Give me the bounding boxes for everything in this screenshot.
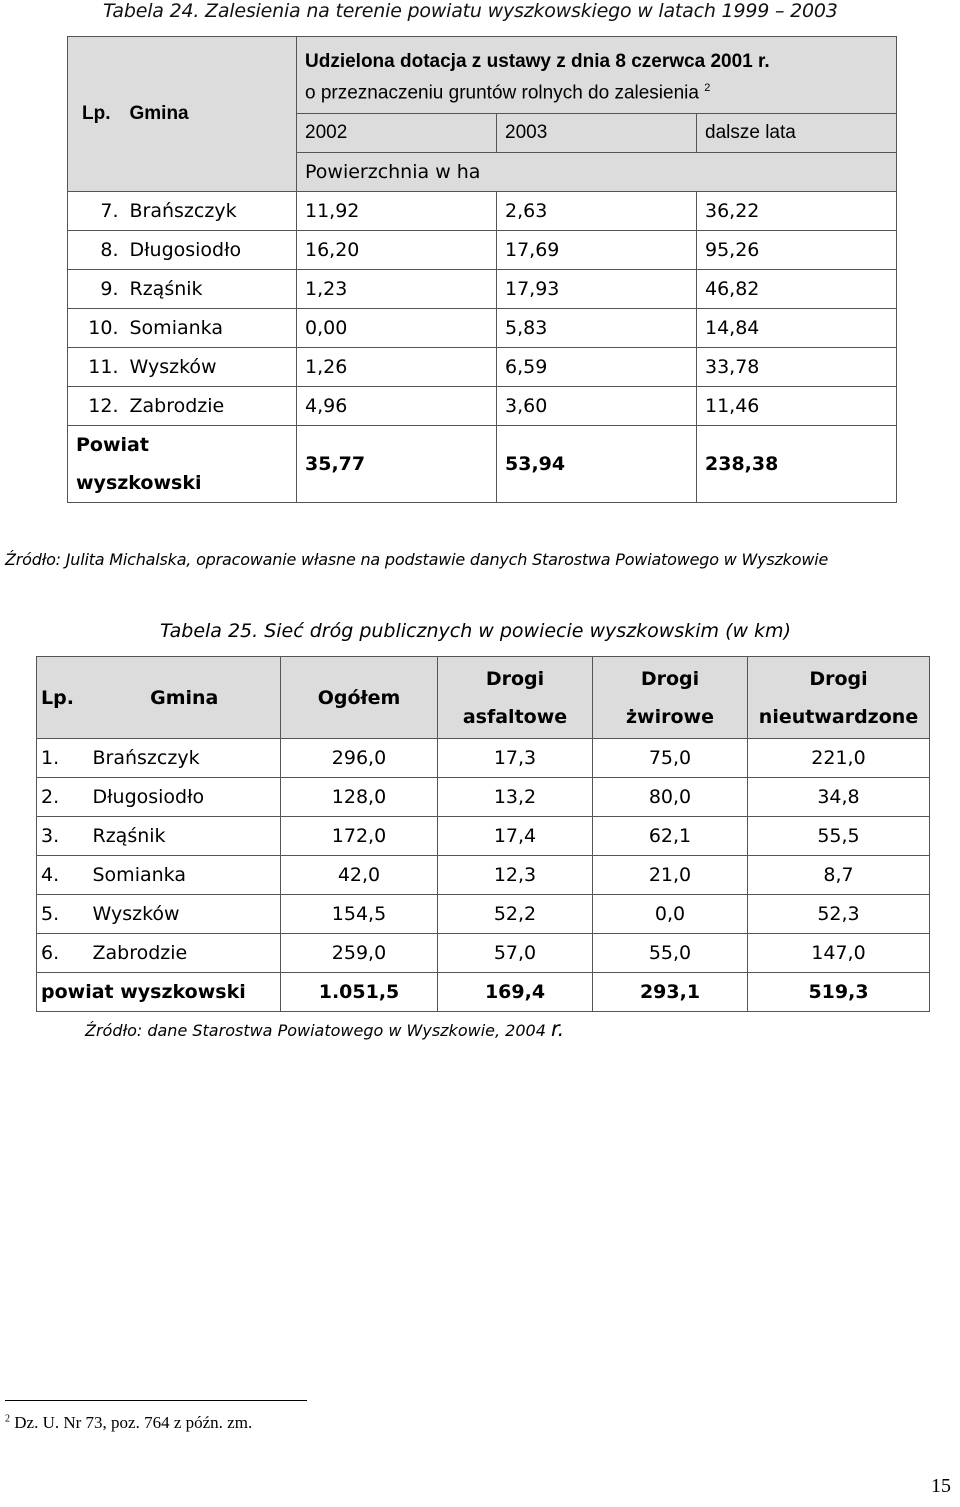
value-2002-cell: 16,20: [297, 231, 497, 270]
table-row: [37, 739, 930, 778]
total-label-line1: Powiat: [76, 434, 149, 456]
value-2003-cell: 2,63: [497, 192, 697, 231]
table-row: [37, 895, 930, 934]
gmina-cell: Zabrodzie: [89, 934, 281, 973]
table-row: [37, 778, 930, 817]
gravel-cell: 62,1: [593, 817, 748, 856]
lp-cell: 8.: [68, 231, 125, 270]
gmina-cell: Somianka: [125, 309, 297, 348]
lp-cell: 9.: [68, 270, 125, 309]
unpaved-cell: 8,7: [748, 856, 930, 895]
value-2002-cell: 4,96: [297, 387, 497, 426]
gmina-cell: Rząśnik: [89, 817, 281, 856]
gravel-cell: 21,0: [593, 856, 748, 895]
gravel-header-line1: Drogi: [640, 667, 700, 690]
unpaved-header-line2: nieutwardzone: [758, 705, 919, 728]
total-2002-cell: 35,77: [297, 426, 497, 503]
gmina-cell: Długosiodło: [89, 778, 281, 817]
total-2003-cell: 53,94: [497, 426, 697, 503]
value-2003-cell: 17,69: [497, 231, 697, 270]
table-25-source: [85, 1017, 564, 1041]
footnote-separator: [5, 1400, 307, 1401]
total-label-cell: powiat wyszkowski: [37, 973, 281, 1012]
asphalt-cell: 17,4: [438, 817, 593, 856]
dotacja-header-line1: Udzielona dotacja z ustawy z dnia 8 czerwca 2001 r.: [297, 37, 897, 74]
gmina-cell: Brańszczyk: [89, 739, 281, 778]
lp-cell: 10.: [68, 309, 125, 348]
total-label-cell: [68, 426, 297, 503]
unpaved-cell: 52,3: [748, 895, 930, 934]
total-cell: 296,0: [281, 739, 438, 778]
gmina-cell: Zabrodzie: [125, 387, 297, 426]
lp-cell: 2.: [37, 778, 89, 817]
gravel-header-line2: żwirowe: [626, 705, 714, 728]
footnote-text: Dz. U. Nr 73, poz. 764 z późn. zm.: [14, 1413, 253, 1432]
lp-cell: 6.: [37, 934, 89, 973]
value-later-cell: 14,84: [697, 309, 897, 348]
lp-cell: 7.: [68, 192, 125, 231]
value-2002-cell: 1,23: [297, 270, 497, 309]
table-row: [37, 934, 930, 973]
value-2002-cell: 11,92: [297, 192, 497, 231]
page-number: 15: [931, 1475, 951, 1497]
table-row: [37, 856, 930, 895]
total-cell: 172,0: [281, 817, 438, 856]
total-header: Ogółem: [281, 657, 438, 739]
asphalt-header-line1: Drogi: [485, 667, 545, 690]
value-2003-cell: 6,59: [497, 348, 697, 387]
unpaved-header-line1: Drogi: [809, 667, 868, 690]
table-row: [68, 348, 897, 387]
gmina-cell: Somianka: [89, 856, 281, 895]
total-total-cell: 1.051,5: [281, 973, 438, 1012]
total-unpaved-cell: 519,3: [748, 973, 930, 1012]
total-cell: 154,5: [281, 895, 438, 934]
footnote-reference: 2: [704, 81, 711, 94]
gmina-cell: Wyszków: [89, 895, 281, 934]
asphalt-cell: 12,3: [438, 856, 593, 895]
gravel-cell: 80,0: [593, 778, 748, 817]
gravel-cell: 75,0: [593, 739, 748, 778]
asphalt-header: [438, 657, 593, 739]
table-25-caption: Tabela 25. Sieć dróg publicznych w powiecie wyszkowskim (w km): [160, 620, 791, 642]
unit-header: Powierzchnia w ha: [297, 153, 897, 192]
total-row: [37, 973, 930, 1012]
table-row: [68, 192, 897, 231]
asphalt-cell: 13,2: [438, 778, 593, 817]
unpaved-header: [748, 657, 930, 739]
value-later-cell: 36,22: [697, 192, 897, 231]
asphalt-cell: 52,2: [438, 895, 593, 934]
lp-cell: 1.: [37, 739, 89, 778]
lp-header: Lp.: [37, 657, 89, 739]
later-years-header: dalsze lata: [697, 114, 897, 153]
year-2003-header: 2003: [497, 114, 697, 153]
value-later-cell: 11,46: [697, 387, 897, 426]
total-asphalt-cell: 169,4: [438, 973, 593, 1012]
total-gravel-cell: 293,1: [593, 973, 748, 1012]
dotacja-header-line2: o przeznaczeniu gruntów rolnych do zalesienia $^2$: [297, 73, 897, 114]
total-cell: 259,0: [281, 934, 438, 973]
value-2003-cell: 3,60: [497, 387, 697, 426]
unpaved-cell: 55,5: [748, 817, 930, 856]
unpaved-cell: 221,0: [748, 739, 930, 778]
table-row: [68, 309, 897, 348]
lp-cell: 12.: [68, 387, 125, 426]
table-row: [68, 270, 897, 309]
gravel-cell: 0,0: [593, 895, 748, 934]
value-2002-cell: 0,00: [297, 309, 497, 348]
unpaved-cell: 147,0: [748, 934, 930, 973]
gmina-cell: Brańszczyk: [125, 192, 297, 231]
lp-cell: 4.: [37, 856, 89, 895]
lp-cell: 5.: [37, 895, 89, 934]
gmina-cell: Długosiodło: [125, 231, 297, 270]
table-24-caption: Tabela 24. Zalesienia na terenie powiatu wyszkowskiego w latach 1999 – 2003: [103, 0, 838, 22]
lp-header: Lp.: [68, 37, 125, 192]
table-row: [68, 387, 897, 426]
value-later-cell: 33,78: [697, 348, 897, 387]
asphalt-header-line2: asfaltowe: [462, 705, 568, 728]
table-row: [37, 817, 930, 856]
gmina-header: Gmina: [89, 657, 281, 739]
table-24: [67, 36, 897, 503]
gravel-cell: 55,0: [593, 934, 748, 973]
table-24-source: Źródło: Julita Michalska, opracowanie własne na podstawie danych Starostwa Powiatowego w Wyszkowie: [5, 550, 829, 569]
gmina-header: Gmina: [125, 37, 297, 192]
table-25-source-suffix: r.: [550, 1017, 565, 1041]
asphalt-cell: 17,3: [438, 739, 593, 778]
year-2002-header: 2002: [297, 114, 497, 153]
value-2002-cell: 1,26: [297, 348, 497, 387]
lp-cell: 11.: [68, 348, 125, 387]
value-later-cell: 46,82: [697, 270, 897, 309]
total-cell: 128,0: [281, 778, 438, 817]
value-later-cell: 95,26: [697, 231, 897, 270]
gmina-cell: Wyszków: [125, 348, 297, 387]
value-2003-cell: 17,93: [497, 270, 697, 309]
footnote-mark: 2: [5, 1413, 10, 1425]
table-25: [36, 656, 930, 1012]
footnote: [5, 1413, 252, 1433]
total-later-cell: 238,38: [697, 426, 897, 503]
value-2003-cell: 5,83: [497, 309, 697, 348]
gravel-header: [593, 657, 748, 739]
gmina-cell: Rząśnik: [125, 270, 297, 309]
unpaved-cell: 34,8: [748, 778, 930, 817]
lp-cell: 3.: [37, 817, 89, 856]
table-row: [68, 231, 897, 270]
total-label-line2: wyszkowski: [76, 472, 202, 494]
total-row: [68, 426, 897, 503]
table-25-source-text: Źródło: dane Starostwa Powiatowego w Wyszkowie, 2004: [85, 1021, 546, 1040]
total-cell: 42,0: [281, 856, 438, 895]
asphalt-cell: 57,0: [438, 934, 593, 973]
